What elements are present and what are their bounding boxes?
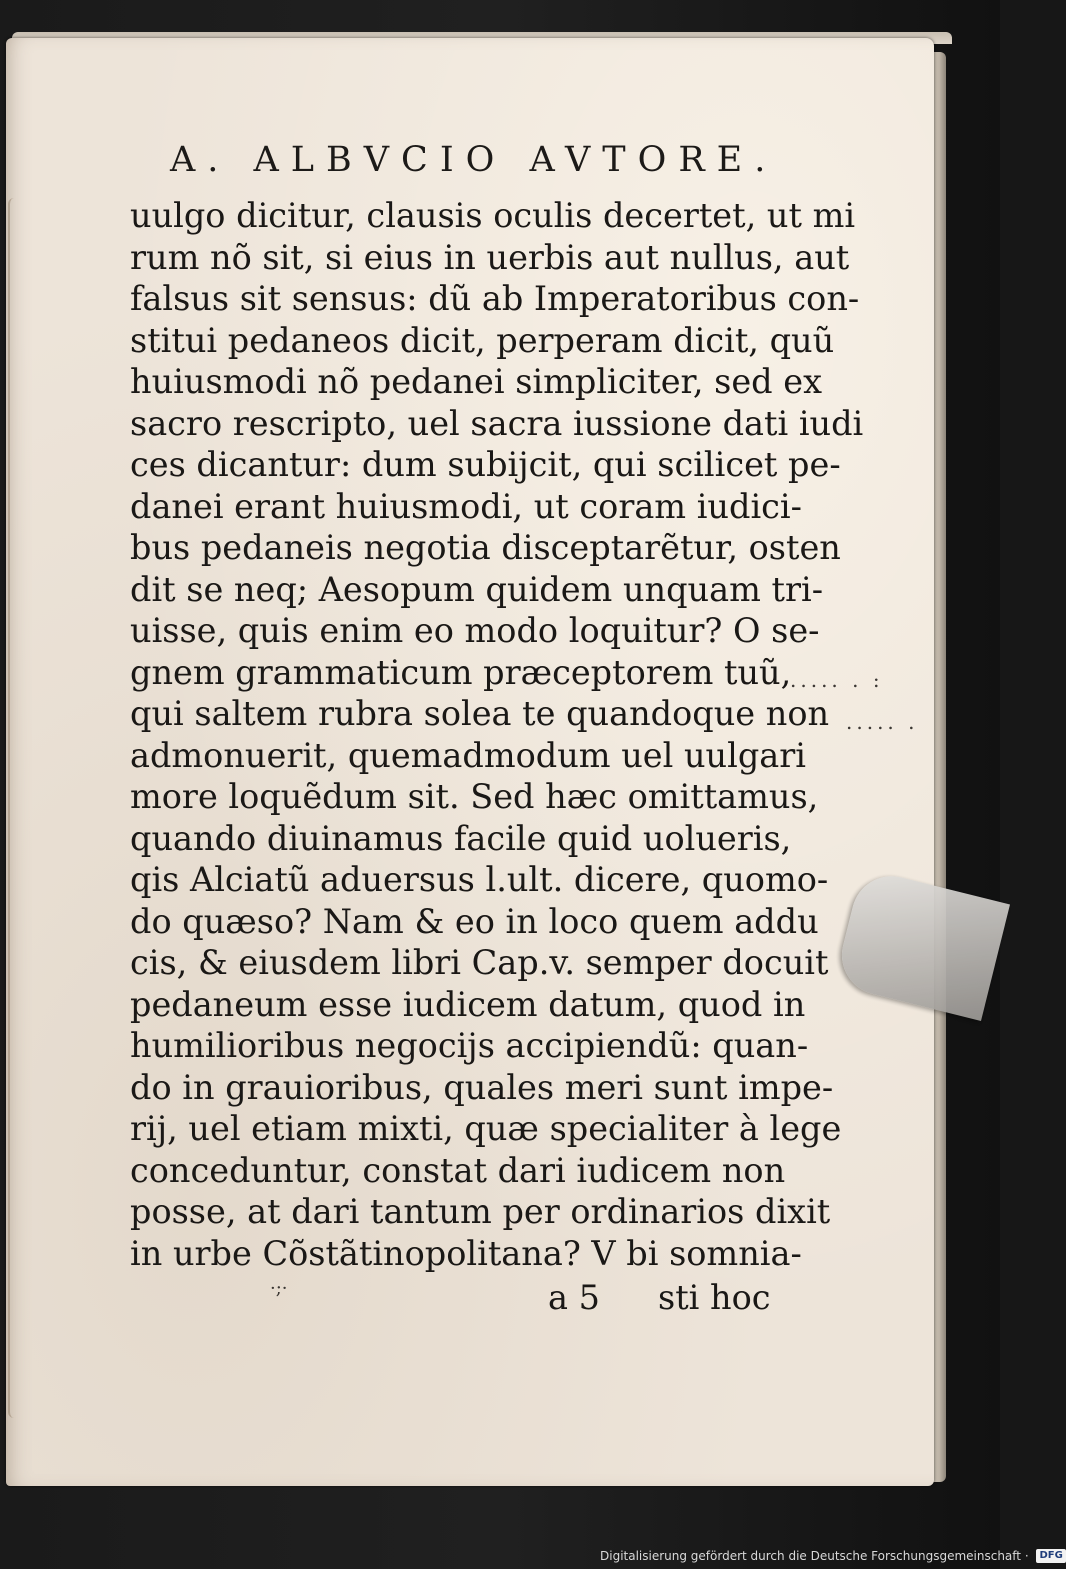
text-line: rij, uel etiam mixti, quæ specialiter à lege bbox=[130, 1109, 842, 1148]
signature-row bbox=[130, 1278, 780, 1322]
body-text bbox=[130, 195, 864, 1274]
stray-marks: ·;· bbox=[270, 1278, 288, 1299]
catchword: sti hoc bbox=[658, 1278, 771, 1317]
text-line: qis Alciatũ aduersus l.ult. dicere, quomo- bbox=[130, 860, 829, 899]
text-line: uisse, quis enim eo modo loquitur? O se- bbox=[130, 611, 820, 650]
text-line: quando diuinamus facile quid uolueris, bbox=[130, 818, 792, 858]
text-line: uulgo dicitur, clausis oculis decertet, ut mi bbox=[130, 196, 856, 235]
text-line: do in grauioribus, quales meri sunt impe- bbox=[130, 1067, 834, 1107]
text-line: rum nõ sit, si eius in uerbis aut nullus, aut bbox=[130, 237, 850, 277]
text-line: more loquẽdum sit. Sed hæc omittamus, bbox=[130, 777, 819, 816]
text-line: posse, at dari tantum per ordinarios dixit bbox=[130, 1192, 831, 1231]
margin-mark: ..... . bbox=[846, 710, 919, 734]
text-line: falsus sit sensus: dũ ab Imperatoribus con- bbox=[130, 279, 860, 318]
text-line: humilioribus negocijs accipiendũ: quan- bbox=[130, 1026, 809, 1065]
text-line: admonuerit, quemadmodum uel uulgari bbox=[130, 735, 806, 775]
text-line: pedaneum esse iudicem datum, quod in bbox=[130, 984, 806, 1024]
text-line: huiusmodi nõ pedanei simpliciter, sed ex bbox=[130, 362, 822, 401]
text-line: do quæso? Nam & eo in loco quem addu bbox=[130, 901, 819, 941]
text-line: in urbe Cõstãtinopolitana? V bi somnia- bbox=[130, 1233, 802, 1273]
margin-mark: ..... . : bbox=[790, 668, 884, 692]
running-head: A. ALBVCIO AVTORE. bbox=[170, 140, 778, 180]
text-line: ces dicantur: dum subijcit, qui scilicet pe- bbox=[130, 445, 841, 484]
footer bbox=[600, 1548, 1063, 1566]
text-line: stitui pedaneos dicit, perperam dicit, quũ bbox=[130, 320, 835, 360]
text-line: conceduntur, constat dari iudicem non bbox=[130, 1150, 786, 1190]
text-line: cis, & eiusdem libri Cap.v. semper docuit bbox=[130, 943, 829, 982]
signature-mark: a 5 bbox=[548, 1278, 600, 1317]
footer-credit: Digitalisierung gefördert durch die Deutsche Forschungsgemeinschaft · bbox=[600, 1548, 1029, 1563]
text-line: qui saltem rubra solea te quandoque non bbox=[130, 694, 830, 733]
text-line: danei erant huiusmodi, ut coram iudici- bbox=[130, 486, 802, 526]
dfg-logo-icon: DFG bbox=[1036, 1549, 1065, 1563]
text-line: bus pedaneis negotia disceptarẽtur, osten bbox=[130, 528, 841, 567]
text-line: dit se neq; Aesopum quidem unquam tri- bbox=[130, 569, 824, 609]
text-line: sacro rescripto, uel sacra iussione dati iudi bbox=[130, 403, 864, 443]
binding-thread bbox=[8, 198, 20, 1418]
text-line: gnem grammaticum præceptorem tuũ, bbox=[130, 652, 792, 692]
